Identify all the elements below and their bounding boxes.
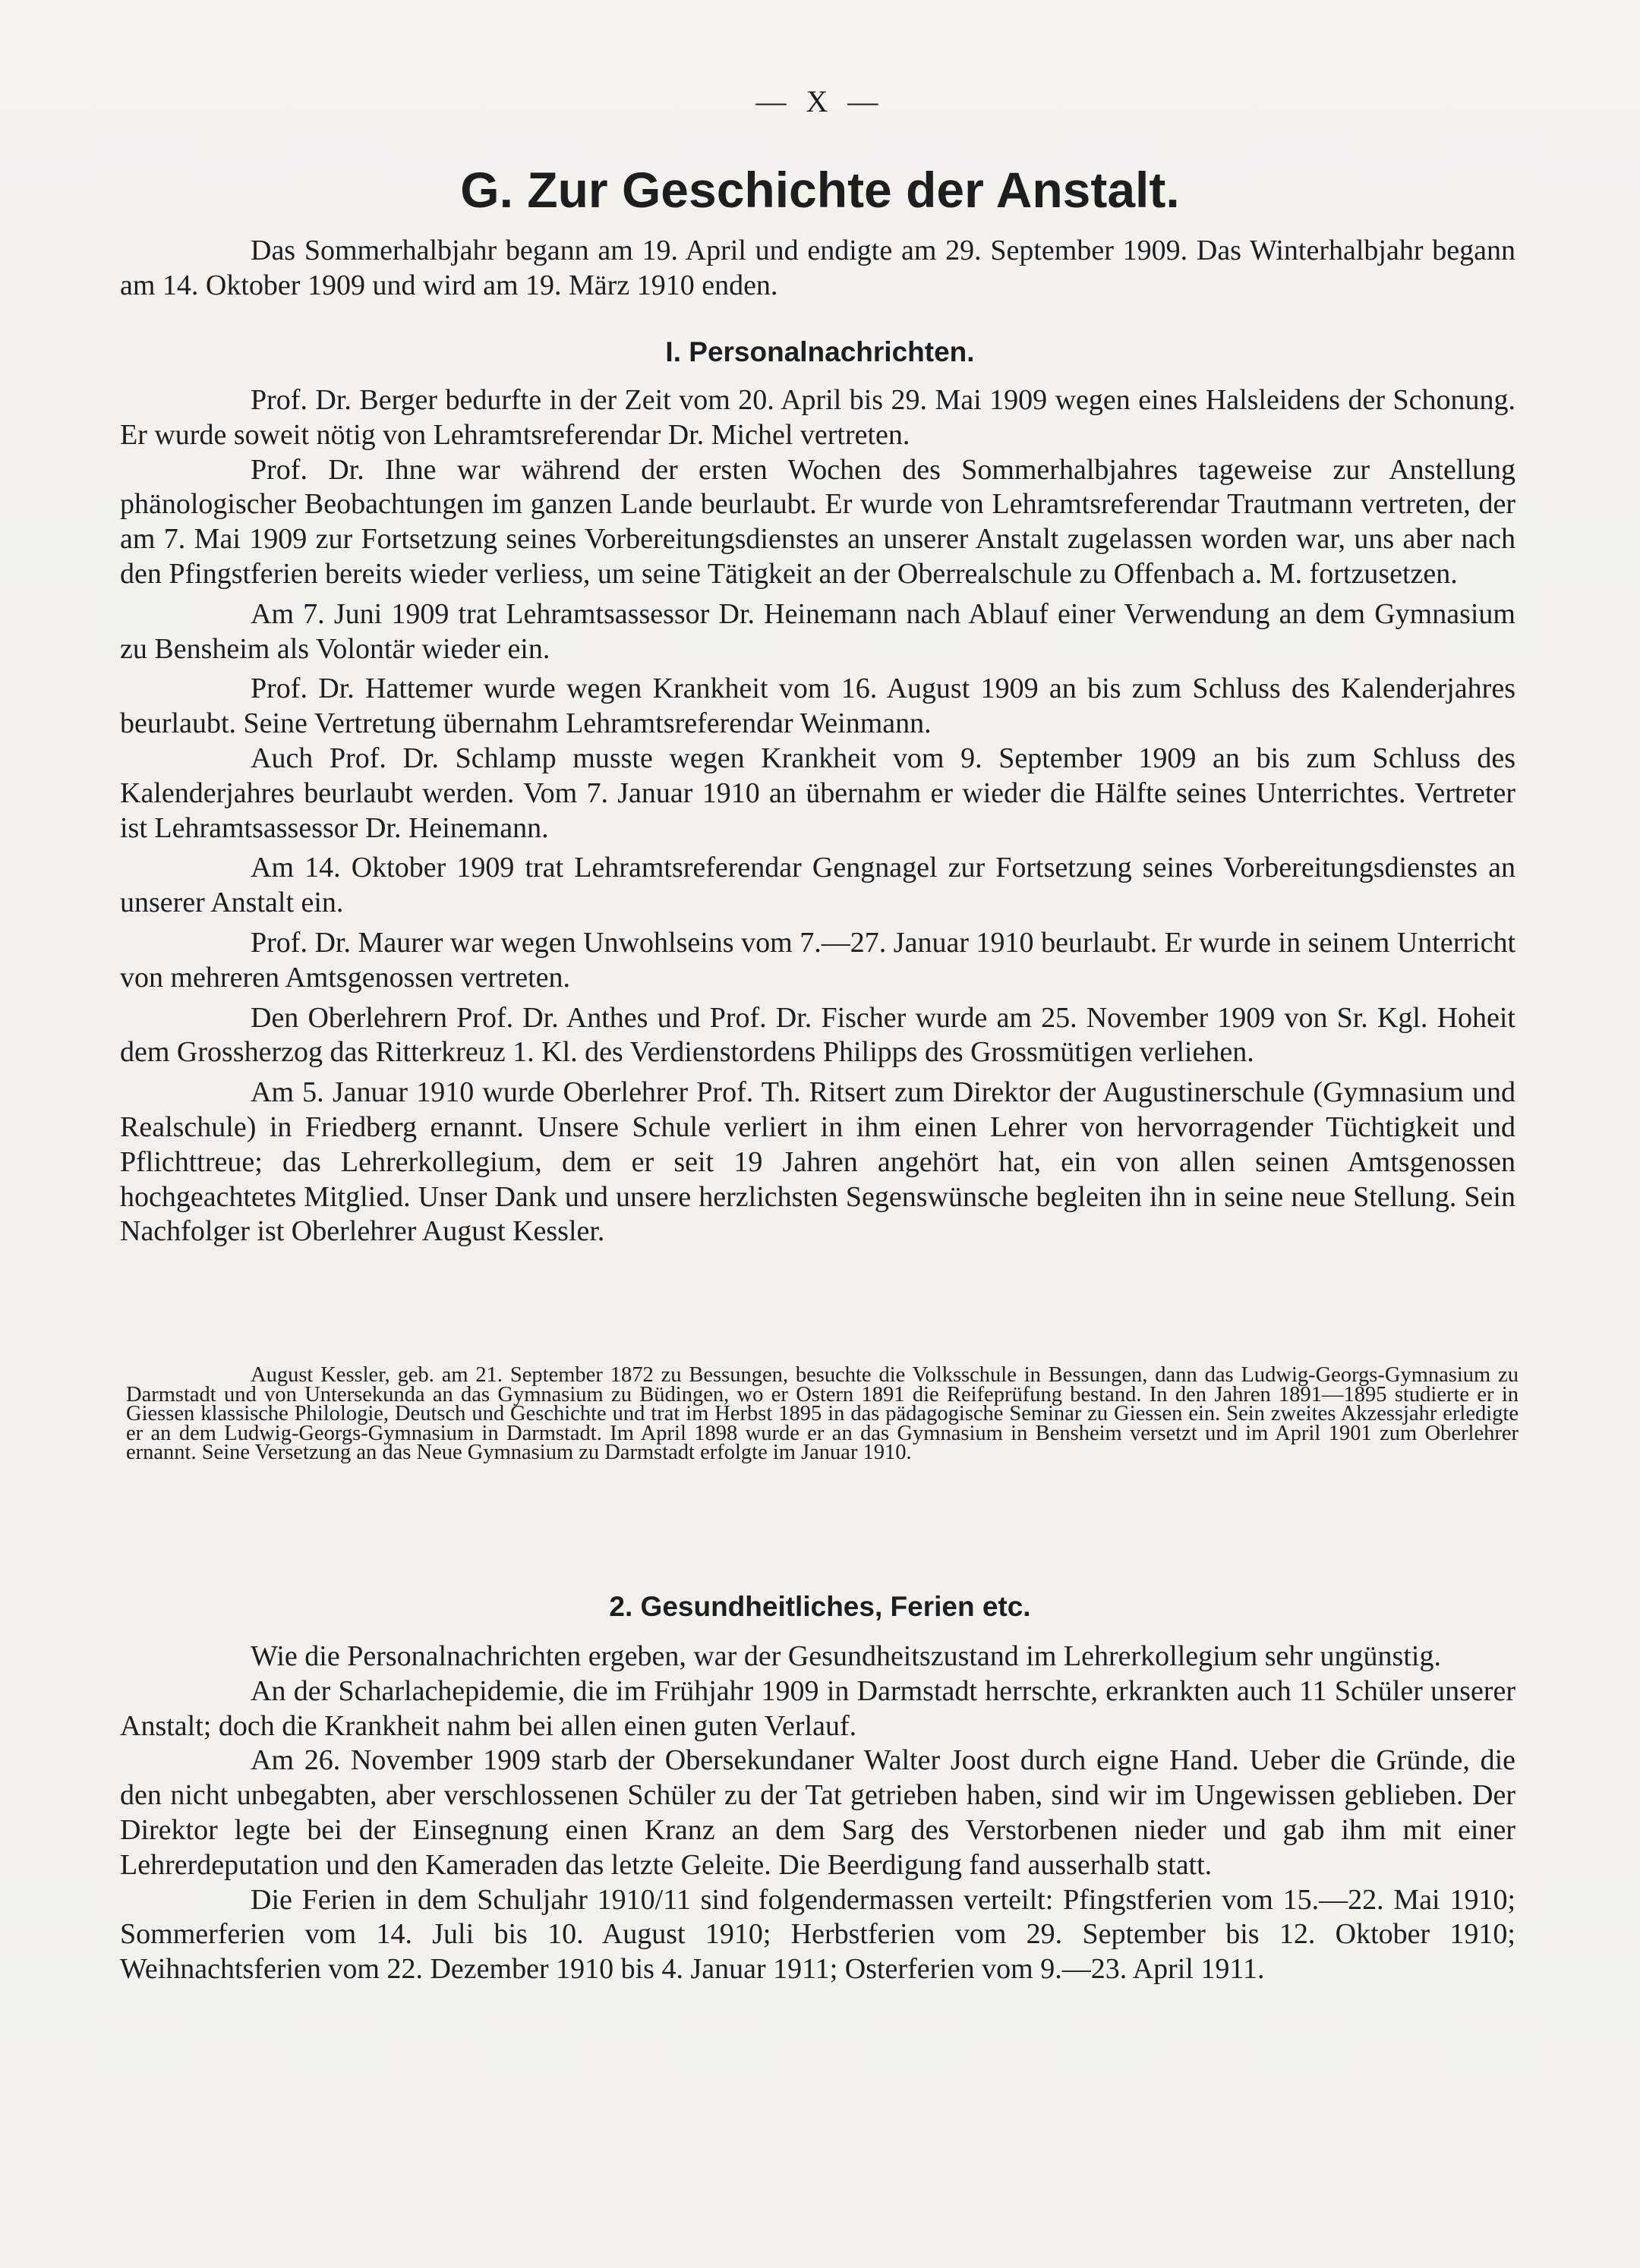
- paragraph-gengnagel: Am 14. Oktober 1909 trat Lehramtsreferendar Gengnagel zur Fortsetzung seines Vorbereitungsdienstes an unserer Anstalt ein.: [120, 852, 1515, 919]
- paragraph-ihne: Prof. Dr. Ihne war während der ersten Wochen des Sommerhalbjahres tageweise zur Anstellung phänologischer Beobachtungen im ganzen Lande beurlaubt. Er wurde von Lehramtsreferendar Trautmann vertreten, der am 7. Mai 1909 zur Fortsetzung seines Vorbereitungsdienstes an unserer Anstalt zugelassen worden war, uns aber nach den Pfingstferien bereits wieder verliess, um seine Tätigkeit an der Oberrealschule zu Offenbach a. M. fortzusetzen.: [120, 453, 1515, 590]
- paragraph-anthes-fischer: Den Oberlehrern Prof. Dr. Anthes und Prof. Dr. Fischer wurde am 25. November 1909 von Sr. Kgl. Hoheit dem Grossherzog das Ritterkreuz 1. Kl. des Verdienstordens Philipps des Grossmütigen verliehen.: [120, 1001, 1515, 1069]
- section-gesundheitliches-body: [120, 1640, 1515, 1987]
- paragraph-heinemann: Am 7. Juni 1909 trat Lehramtsassessor Dr. Heinemann nach Ablauf einer Verwendung an dem Gymnasium zu Bensheim als Volontär wieder ein.: [120, 597, 1515, 665]
- chapter-title: G. Zur Geschichte der Anstalt.: [460, 162, 1180, 218]
- paragraph-scharlach: An der Scharlachepidemie, die im Frühjahr 1909 in Darmstadt herrschte, erkrankten auch 11 Schüler unserer Anstalt; doch die Krankheit nahm bei allen einen guten Verlauf.: [120, 1674, 1515, 1742]
- paragraph-maurer: Prof. Dr. Maurer war wegen Unwohlseins vom 7.—27. Januar 1910 beurlaubt. Er wurde in seinem Unterricht von mehreren Amtsgenossen vertreten.: [120, 926, 1515, 994]
- paragraph-hattemer: Prof. Dr. Hattemer wurde wegen Krankheit vom 16. August 1909 an bis zum Schluss des Kalenderjahres beurlaubt. Seine Vertretung übernahm Lehramtsreferendar Weinmann.: [120, 673, 1515, 740]
- section-personalnachrichten-body: [120, 383, 1515, 1249]
- paragraph-ritsert: Am 5. Januar 1910 wurde Oberlehrer Prof. Th. Ritsert zum Direktor der Augustinerschule (Gymnasium und Realschule) in Friedberg ernannt. Unsere Schule verliert in ihm einen Lehrer von hervorragender Tüchtigkeit und Pflichttreue; das Lehrerkollegium, dem er seit 19 Jahren angehört hat, ein von allen seinen Amtsgenossen hochgeachtetes Mitglied. Unser Dank und unsere herzlichsten Segenswünsche begleiten ihn in seine neue Stellung. Sein Nachfolger ist Oberlehrer August Kessler.: [120, 1076, 1515, 1248]
- section-heading-personalnachrichten: I. Personalnachrichten.: [665, 336, 975, 367]
- page-number: — X —: [755, 84, 885, 118]
- paragraph-berger: Prof. Dr. Berger bedurfte in der Zeit vom 20. April bis 29. Mai 1909 wegen eines Halsleidens der Schonung. Er wurde soweit nötig von Lehramtsreferendar Dr. Michel vertreten.: [120, 384, 1515, 451]
- paragraph-gesundheitszustand: Wie die Personalnachrichten ergeben, war der Gesundheitszustand im Lehrerkollegium sehr ungünstig.: [251, 1640, 1441, 1672]
- intro-block: [120, 234, 1515, 304]
- paragraph-schlamp: Auch Prof. Dr. Schlamp musste wegen Krankheit vom 9. September 1909 an bis zum Schluss des Kalenderjahres beurlaubt werden. Vom 7. Januar 1910 an übernahm er wieder die Hälfte seines Unterrichtes. Vertreter ist Lehramtsassessor Dr. Heinemann.: [120, 742, 1515, 844]
- paragraph-ferien: Die Ferien in dem Schuljahr 1910/11 sind folgendermassen verteilt: Pfingstferien vom 15.—22. Mai 1910; Sommerferien vom 14. Juli bis 10. August 1910; Herbstferien vom 29. September bis 12. Oktober 1910; Weihnachtsferien vom 22. Dezember 1910 bis 4. Januar 1911; Osterferien vom 9.—23. April 1911.: [120, 1883, 1515, 1986]
- intro-paragraph: Das Sommerhalbjahr begann am 19. April und endigte am 29. September 1909. Das Winterhalbjahr begann am 14. Oktober 1909 und wird am 19. März 1910 enden.: [120, 235, 1515, 301]
- paragraph-joost: Am 26. November 1909 starb der Obersekundaner Walter Joost durch eigne Hand. Ueber die Gründe, die den nicht unbegabten, aber verschlossenen Schüler zu der Tat getrieben haben, sind wir im Ungewissen geblieben. Der Direktor legte bei der Einsegnung einen Kranz an dem Sarg des Verstorbenen nieder und gab ihm mit einer Lehrerdeputation und den Kameraden das letzte Geleite. Die Beerdigung fand ausserhalb statt.: [120, 1744, 1515, 1881]
- footnote-kessler: August Kessler, geb. am 21. September 1872 zu Bessungen, besuchte die Volksschule in Bessungen, dann das Ludwig-Georgs-Gymnasium zu Darmstadt und von Untersekunda an das Gymnasium zu Büdingen, wo er Ostern 1891 die Reifeprüfung bestand. In den Jahren 1891—1895 studierte er in Giessen klassische Philologie, Deutsch und Geschichte und trat im Herbst 1895 in das pädagogische Seminar zu Giessen ein. Sein zweites Akzessjahr erledigte er an dem Ludwig-Georgs-Gymnasium in Darmstadt. Im April 1898 wurde er an das Gymnasium in Bensheim versetzt und im April 1901 zum Oberlehrer ernannt. Seine Versetzung an das Neue Gymnasium zu Darmstadt erfolgte im Januar 1910.: [126, 1363, 1519, 1465]
- section-heading-gesundheitliches: 2. Gesundheitliches, Ferien etc.: [609, 1591, 1031, 1622]
